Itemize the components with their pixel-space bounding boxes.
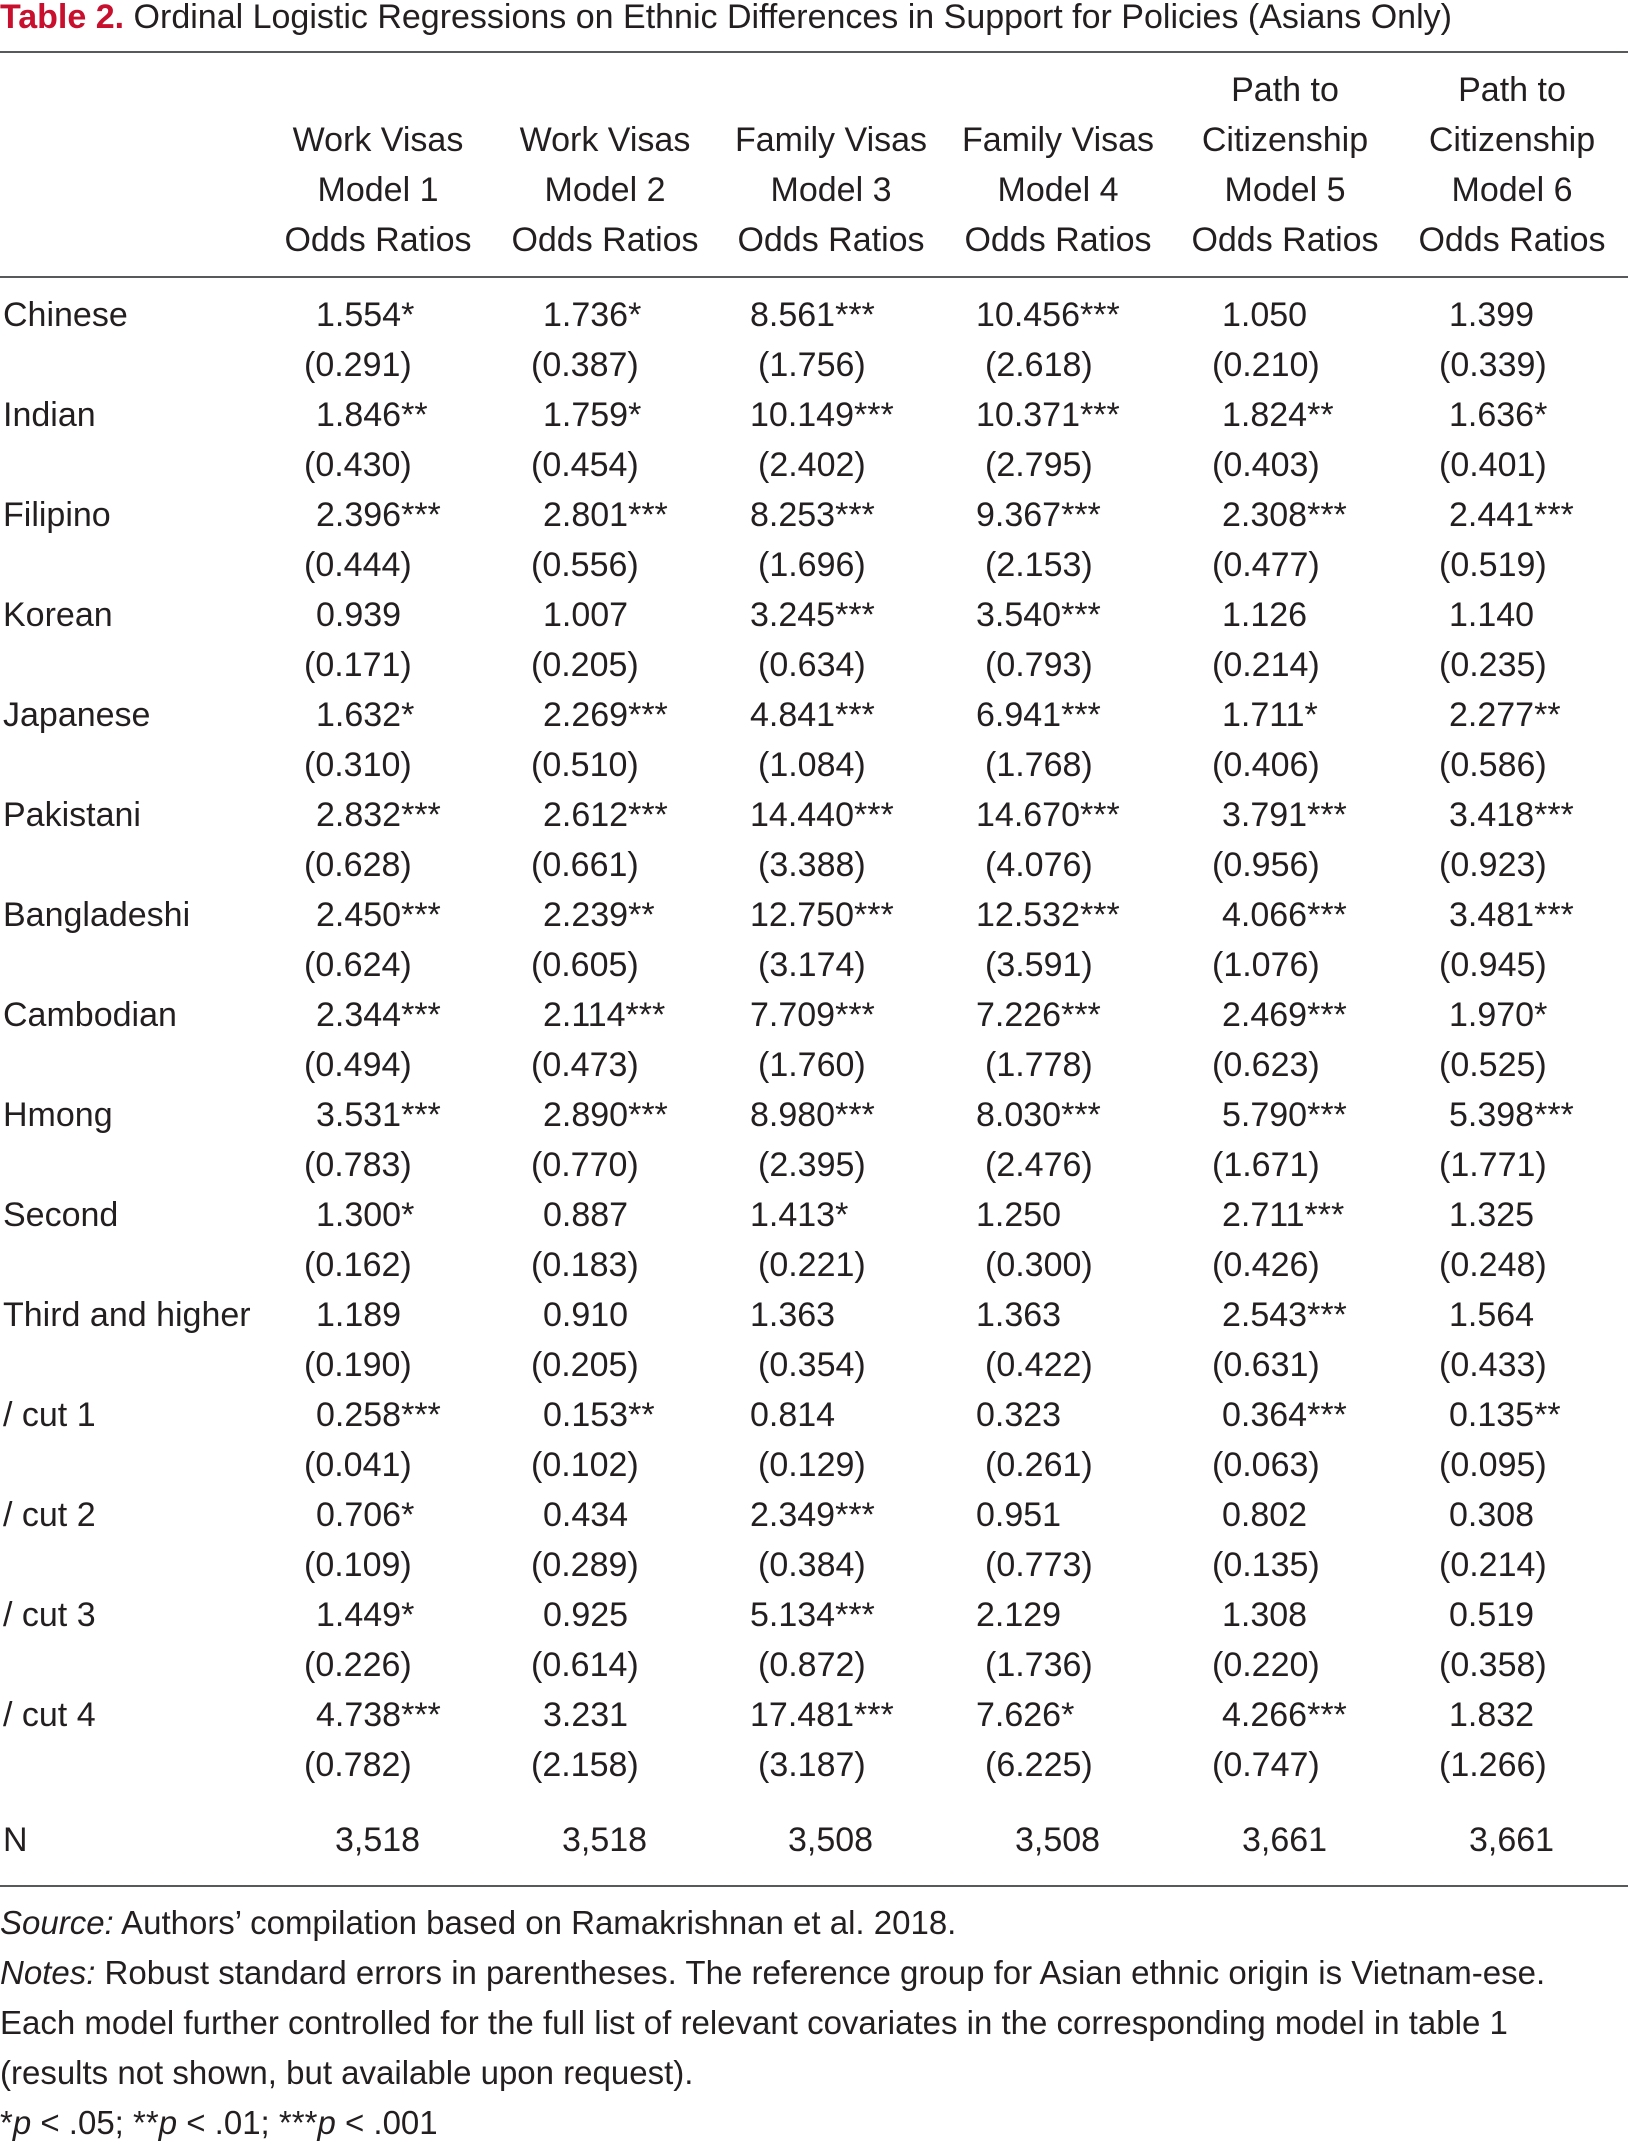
std-error-cell: (0.525)	[1439, 1046, 1547, 1084]
odds-ratio-cell: 10.149***	[750, 396, 894, 434]
odds-ratio-cell: 1.636*	[1449, 396, 1548, 434]
std-error-cell: (2.153)	[985, 546, 1093, 584]
table-label: Table 2.	[0, 0, 125, 36]
std-error-cell: (0.923)	[1439, 846, 1547, 884]
odds-ratio-cell: 4.066***	[1222, 896, 1347, 934]
std-error-cell: (0.162)	[304, 1246, 412, 1284]
odds-ratio-cell: 7.626*	[976, 1696, 1075, 1734]
odds-ratio-cell: 2.832***	[316, 796, 441, 834]
std-error-cell: (3.187)	[758, 1746, 866, 1784]
std-error-cell: (0.387)	[531, 346, 639, 384]
std-error-cell: (1.076)	[1212, 946, 1320, 984]
odds-ratio-cell: 8.561***	[750, 296, 875, 334]
std-error-cell: (0.556)	[531, 546, 639, 584]
odds-ratio-cell: 0.951	[976, 1496, 1062, 1534]
std-error-cell: (0.510)	[531, 746, 639, 784]
std-error-cell: (0.041)	[304, 1446, 412, 1484]
column-header-3-line4: Odds Ratios	[737, 221, 925, 259]
row-label: Cambodian	[3, 996, 177, 1034]
std-error-cell: (0.183)	[531, 1246, 639, 1284]
column-header-5-line1: Path to	[1231, 71, 1339, 109]
odds-ratio-cell: 2.543***	[1222, 1296, 1347, 1334]
std-error-cell: (0.473)	[531, 1046, 639, 1084]
std-error-cell: (2.395)	[758, 1146, 866, 1184]
std-error-cell: (6.225)	[985, 1746, 1093, 1784]
std-error-cell: (0.770)	[531, 1146, 639, 1184]
std-error-cell: (3.174)	[758, 946, 866, 984]
odds-ratio-cell: 3.540***	[976, 596, 1101, 634]
std-error-cell: (0.210)	[1212, 346, 1320, 384]
std-error-cell: (4.076)	[985, 846, 1093, 884]
column-header-2-line2: Work Visas	[519, 121, 691, 159]
odds-ratio-cell: 17.481***	[750, 1696, 894, 1734]
row-label: Japanese	[3, 696, 151, 734]
column-header-5-line3: Model 5	[1224, 171, 1346, 209]
column-header-3-line2: Family Visas	[734, 121, 928, 159]
odds-ratio-cell: 1.554*	[316, 296, 415, 334]
odds-ratio-cell: 5.134***	[750, 1596, 875, 1634]
odds-ratio-cell: 8.253***	[750, 496, 875, 534]
odds-ratio-cell: 2.344***	[316, 996, 441, 1034]
row-label: Third and higher	[3, 1296, 251, 1334]
std-error-cell: (0.433)	[1439, 1346, 1547, 1384]
column-header-4-line4: Odds Ratios	[964, 221, 1152, 259]
odds-ratio-cell: 12.750***	[750, 896, 894, 934]
odds-ratio-cell: 2.349***	[750, 1496, 875, 1534]
odds-ratio-cell: 2.890***	[543, 1096, 668, 1134]
odds-ratio-cell: 2.269***	[543, 696, 668, 734]
column-header-5-line4: Odds Ratios	[1191, 221, 1379, 259]
std-error-cell: (0.129)	[758, 1446, 866, 1484]
std-error-cell: (2.402)	[758, 446, 866, 484]
odds-ratio-cell: 1.363	[750, 1296, 836, 1334]
std-error-cell: (1.736)	[985, 1646, 1093, 1684]
std-error-cell: (0.063)	[1212, 1446, 1320, 1484]
odds-ratio-cell: 0.308	[1449, 1496, 1535, 1534]
std-error-cell: (0.190)	[304, 1346, 412, 1384]
std-error-cell: (0.783)	[304, 1146, 412, 1184]
odds-ratio-cell: 1.846**	[316, 396, 428, 434]
std-error-cell: (0.872)	[758, 1646, 866, 1684]
odds-ratio-cell: 4.841***	[750, 696, 875, 734]
std-error-cell: (1.266)	[1439, 1746, 1547, 1784]
odds-ratio-cell: 0.910	[543, 1296, 629, 1334]
odds-ratio-cell: 14.440***	[750, 796, 894, 834]
std-error-cell: (0.586)	[1439, 746, 1547, 784]
std-error-cell: (0.426)	[1212, 1246, 1320, 1284]
odds-ratio-cell: 0.939	[316, 596, 402, 634]
std-error-cell: (1.671)	[1212, 1146, 1320, 1184]
column-header-6-line3: Model 6	[1451, 171, 1573, 209]
odds-ratio-cell: 1.970*	[1449, 996, 1548, 1034]
odds-ratio-cell: 0.802	[1222, 1496, 1308, 1534]
odds-ratio-cell: 1.711*	[1222, 696, 1318, 734]
n-row-label: N	[3, 1821, 28, 1859]
odds-ratio-cell: 0.153**	[543, 1396, 655, 1434]
row-label: / cut 4	[3, 1696, 96, 1734]
std-error-cell: (3.388)	[758, 846, 866, 884]
odds-ratio-cell: 1.564	[1449, 1296, 1535, 1334]
std-error-cell: (0.220)	[1212, 1646, 1320, 1684]
column-header-3-line3: Model 3	[770, 171, 892, 209]
n-cell: 3,518	[335, 1821, 421, 1859]
std-error-cell: (1.771)	[1439, 1146, 1547, 1184]
column-header-4-line2: Family Visas	[961, 121, 1155, 159]
std-error-cell: (0.310)	[304, 746, 412, 784]
column-header-1-line2: Work Visas	[292, 121, 464, 159]
odds-ratio-cell: 2.450***	[316, 896, 441, 934]
odds-ratio-cell: 2.277**	[1449, 696, 1561, 734]
odds-ratio-cell: 1.363	[976, 1296, 1062, 1334]
bottom-rule	[0, 1885, 1628, 1887]
std-error-cell: (0.454)	[531, 446, 639, 484]
row-label: Chinese	[3, 296, 128, 334]
std-error-cell: (0.793)	[985, 646, 1093, 684]
row-label: Hmong	[3, 1096, 113, 1134]
std-error-cell: (0.956)	[1212, 846, 1320, 884]
table-notes	[0, 1898, 1600, 2148]
std-error-cell: (0.226)	[304, 1646, 412, 1684]
odds-ratio-cell: 1.126	[1222, 596, 1308, 634]
std-error-cell: (0.624)	[304, 946, 412, 984]
odds-ratio-cell: 5.398***	[1449, 1096, 1574, 1134]
significance-note: *p < .05; **p < .01; ***p < .001	[0, 2104, 438, 2141]
notes-label: Notes:	[0, 1954, 96, 1991]
std-error-cell: (0.661)	[531, 846, 639, 884]
std-error-cell: (0.634)	[758, 646, 866, 684]
odds-ratio-cell: 2.801***	[543, 496, 668, 534]
odds-ratio-cell: 1.250	[976, 1196, 1062, 1234]
odds-ratio-cell: 8.980***	[750, 1096, 875, 1134]
n-cell: 3,518	[562, 1821, 648, 1859]
std-error-cell: (0.623)	[1212, 1046, 1320, 1084]
odds-ratio-cell: 7.709***	[750, 996, 875, 1034]
std-error-cell: (0.628)	[304, 846, 412, 884]
source-label: Source:	[0, 1904, 114, 1941]
std-error-cell: (1.696)	[758, 546, 866, 584]
std-error-cell: (0.214)	[1212, 646, 1320, 684]
odds-ratio-cell: 3.791***	[1222, 796, 1347, 834]
std-error-cell: (0.494)	[304, 1046, 412, 1084]
odds-ratio-cell: 0.258***	[316, 1396, 441, 1434]
odds-ratio-cell: 1.325	[1449, 1196, 1535, 1234]
std-error-cell: (0.747)	[1212, 1746, 1320, 1784]
std-error-cell: (1.756)	[758, 346, 866, 384]
odds-ratio-cell: 6.941***	[976, 696, 1101, 734]
column-header-1-line4: Odds Ratios	[284, 221, 472, 259]
std-error-cell: (0.339)	[1439, 346, 1547, 384]
notes-paragraph	[0, 1948, 1600, 2098]
odds-ratio-cell: 0.925	[543, 1596, 629, 1634]
odds-ratio-cell: 1.736*	[543, 296, 642, 334]
odds-ratio-cell: 1.413*	[750, 1196, 849, 1234]
n-cell: 3,508	[1015, 1821, 1101, 1859]
odds-ratio-cell: 0.706*	[316, 1496, 415, 1534]
std-error-cell: (1.768)	[985, 746, 1093, 784]
std-error-cell: (0.205)	[531, 1346, 639, 1384]
odds-ratio-cell: 3.481***	[1449, 896, 1574, 934]
odds-ratio-cell: 4.266***	[1222, 1696, 1347, 1734]
std-error-cell: (0.422)	[985, 1346, 1093, 1384]
source-text: Authors’ compilation based on Ramakrishnan et al. 2018.	[113, 1904, 957, 1941]
odds-ratio-cell: 2.129	[976, 1596, 1062, 1634]
column-header-6-line2: Citizenship	[1428, 121, 1596, 159]
odds-ratio-cell: 2.396***	[316, 496, 441, 534]
row-label: / cut 3	[3, 1596, 96, 1634]
std-error-cell: (0.430)	[304, 446, 412, 484]
std-error-cell: (0.605)	[531, 946, 639, 984]
std-error-cell: (0.221)	[758, 1246, 866, 1284]
std-error-cell: (0.384)	[758, 1546, 866, 1584]
odds-ratio-cell: 3.245***	[750, 596, 875, 634]
std-error-cell: (2.618)	[985, 346, 1093, 384]
odds-ratio-cell: 1.449*	[316, 1596, 415, 1634]
odds-ratio-cell: 9.367***	[976, 496, 1101, 534]
std-error-cell: (0.171)	[304, 646, 412, 684]
n-cell: 3,661	[1469, 1821, 1555, 1859]
header-rule	[0, 276, 1628, 278]
std-error-cell: (1.084)	[758, 746, 866, 784]
top-rule	[0, 51, 1628, 53]
std-error-cell: (0.289)	[531, 1546, 639, 1584]
odds-ratio-cell: 3.418***	[1449, 796, 1574, 834]
std-error-cell: (2.476)	[985, 1146, 1093, 1184]
std-error-cell: (0.477)	[1212, 546, 1320, 584]
row-label: Pakistani	[3, 796, 141, 834]
std-error-cell: (0.235)	[1439, 646, 1547, 684]
odds-ratio-cell: 1.399	[1449, 296, 1535, 334]
std-error-cell: (0.358)	[1439, 1646, 1547, 1684]
std-error-cell: (2.158)	[531, 1746, 639, 1784]
table-title: Ordinal Logistic Regressions on Ethnic Differences in Support for Policies (Asians Only)	[133, 0, 1452, 36]
row-label: Korean	[3, 596, 113, 634]
odds-ratio-cell: 2.469***	[1222, 996, 1347, 1034]
odds-ratio-cell: 0.887	[543, 1196, 629, 1234]
std-error-cell: (0.614)	[531, 1646, 639, 1684]
column-header-4-line3: Model 4	[997, 171, 1119, 209]
odds-ratio-cell: 2.711***	[1222, 1196, 1345, 1234]
odds-ratio-cell: 2.239**	[543, 896, 655, 934]
odds-ratio-cell: 2.308***	[1222, 496, 1347, 534]
column-header-6-line4: Odds Ratios	[1418, 221, 1606, 259]
odds-ratio-cell: 4.738***	[316, 1696, 441, 1734]
odds-ratio-cell: 1.007	[543, 596, 629, 634]
odds-ratio-cell: 1.300*	[316, 1196, 415, 1234]
std-error-cell: (0.109)	[304, 1546, 412, 1584]
std-error-cell: (0.291)	[304, 346, 412, 384]
std-error-cell: (3.591)	[985, 946, 1093, 984]
odds-ratio-cell: 0.519	[1449, 1596, 1535, 1634]
odds-ratio-cell: 3.531***	[316, 1096, 441, 1134]
std-error-cell: (0.406)	[1212, 746, 1320, 784]
odds-ratio-cell: 1.189	[316, 1296, 402, 1334]
column-header-2-line4: Odds Ratios	[511, 221, 699, 259]
std-error-cell: (0.102)	[531, 1446, 639, 1484]
std-error-cell: (0.401)	[1439, 446, 1547, 484]
odds-ratio-cell: 0.323	[976, 1396, 1062, 1434]
row-label: / cut 1	[3, 1396, 96, 1434]
std-error-cell: (0.354)	[758, 1346, 866, 1384]
odds-ratio-cell: 0.364***	[1222, 1396, 1347, 1434]
std-error-cell: (0.631)	[1212, 1346, 1320, 1384]
std-error-cell: (0.519)	[1439, 546, 1547, 584]
std-error-cell: (0.782)	[304, 1746, 412, 1784]
odds-ratio-cell: 7.226***	[976, 996, 1101, 1034]
n-cell: 3,508	[788, 1821, 874, 1859]
row-label: Indian	[3, 396, 96, 434]
table-caption	[0, 0, 1452, 34]
odds-ratio-cell: 5.790***	[1222, 1096, 1347, 1134]
row-label: / cut 2	[3, 1496, 96, 1534]
row-label: Bangladeshi	[3, 896, 191, 934]
source-note	[0, 1898, 1600, 1948]
std-error-cell: (0.205)	[531, 646, 639, 684]
odds-ratio-cell: 1.140	[1449, 596, 1535, 634]
odds-ratio-cell: 1.824**	[1222, 396, 1334, 434]
odds-ratio-cell: 1.308	[1222, 1596, 1308, 1634]
odds-ratio-cell: 3.231	[543, 1696, 629, 1734]
odds-ratio-cell: 1.632*	[316, 696, 415, 734]
std-error-cell: (0.945)	[1439, 946, 1547, 984]
odds-ratio-cell: 1.759*	[543, 396, 642, 434]
odds-ratio-cell: 2.114***	[543, 996, 666, 1034]
row-label: Second	[3, 1196, 119, 1234]
odds-ratio-cell: 0.434	[543, 1496, 629, 1534]
std-error-cell: (0.135)	[1212, 1546, 1320, 1584]
odds-ratio-cell: 1.832	[1449, 1696, 1535, 1734]
std-error-cell: (0.300)	[985, 1246, 1093, 1284]
odds-ratio-cell: 0.814	[750, 1396, 836, 1434]
column-header-5-line2: Citizenship	[1201, 121, 1369, 159]
std-error-cell: (0.214)	[1439, 1546, 1547, 1584]
odds-ratio-cell: 12.532***	[976, 896, 1120, 934]
std-error-cell: (0.095)	[1439, 1446, 1547, 1484]
column-header-2-line3: Model 2	[544, 171, 666, 209]
odds-ratio-cell: 2.441***	[1449, 496, 1574, 534]
odds-ratio-cell: 10.456***	[976, 296, 1120, 334]
notes-text: Robust standard errors in parentheses. The reference group for Asian ethnic origin is Vietnam-ese. Each model further controlled for the full list of relevant covariates in the corresponding model in table 1 (results not shown, but available upon request).	[0, 1954, 1546, 2091]
row-label: Filipino	[3, 496, 111, 534]
odds-ratio-cell: 1.050	[1222, 296, 1308, 334]
odds-ratio-cell: 10.371***	[976, 396, 1120, 434]
std-error-cell: (1.760)	[758, 1046, 866, 1084]
n-cell: 3,661	[1242, 1821, 1328, 1859]
std-error-cell: (1.778)	[985, 1046, 1093, 1084]
odds-ratio-cell: 14.670***	[976, 796, 1120, 834]
std-error-cell: (0.444)	[304, 546, 412, 584]
odds-ratio-cell: 8.030***	[976, 1096, 1101, 1134]
std-error-cell: (0.773)	[985, 1546, 1093, 1584]
odds-ratio-cell: 0.135**	[1449, 1396, 1561, 1434]
column-header-1-line3: Model 1	[317, 171, 439, 209]
std-error-cell: (0.403)	[1212, 446, 1320, 484]
std-error-cell: (0.248)	[1439, 1246, 1547, 1284]
column-header-6-line1: Path to	[1458, 71, 1566, 109]
std-error-cell: (0.261)	[985, 1446, 1093, 1484]
odds-ratio-cell: 2.612***	[543, 796, 668, 834]
std-error-cell: (2.795)	[985, 446, 1093, 484]
